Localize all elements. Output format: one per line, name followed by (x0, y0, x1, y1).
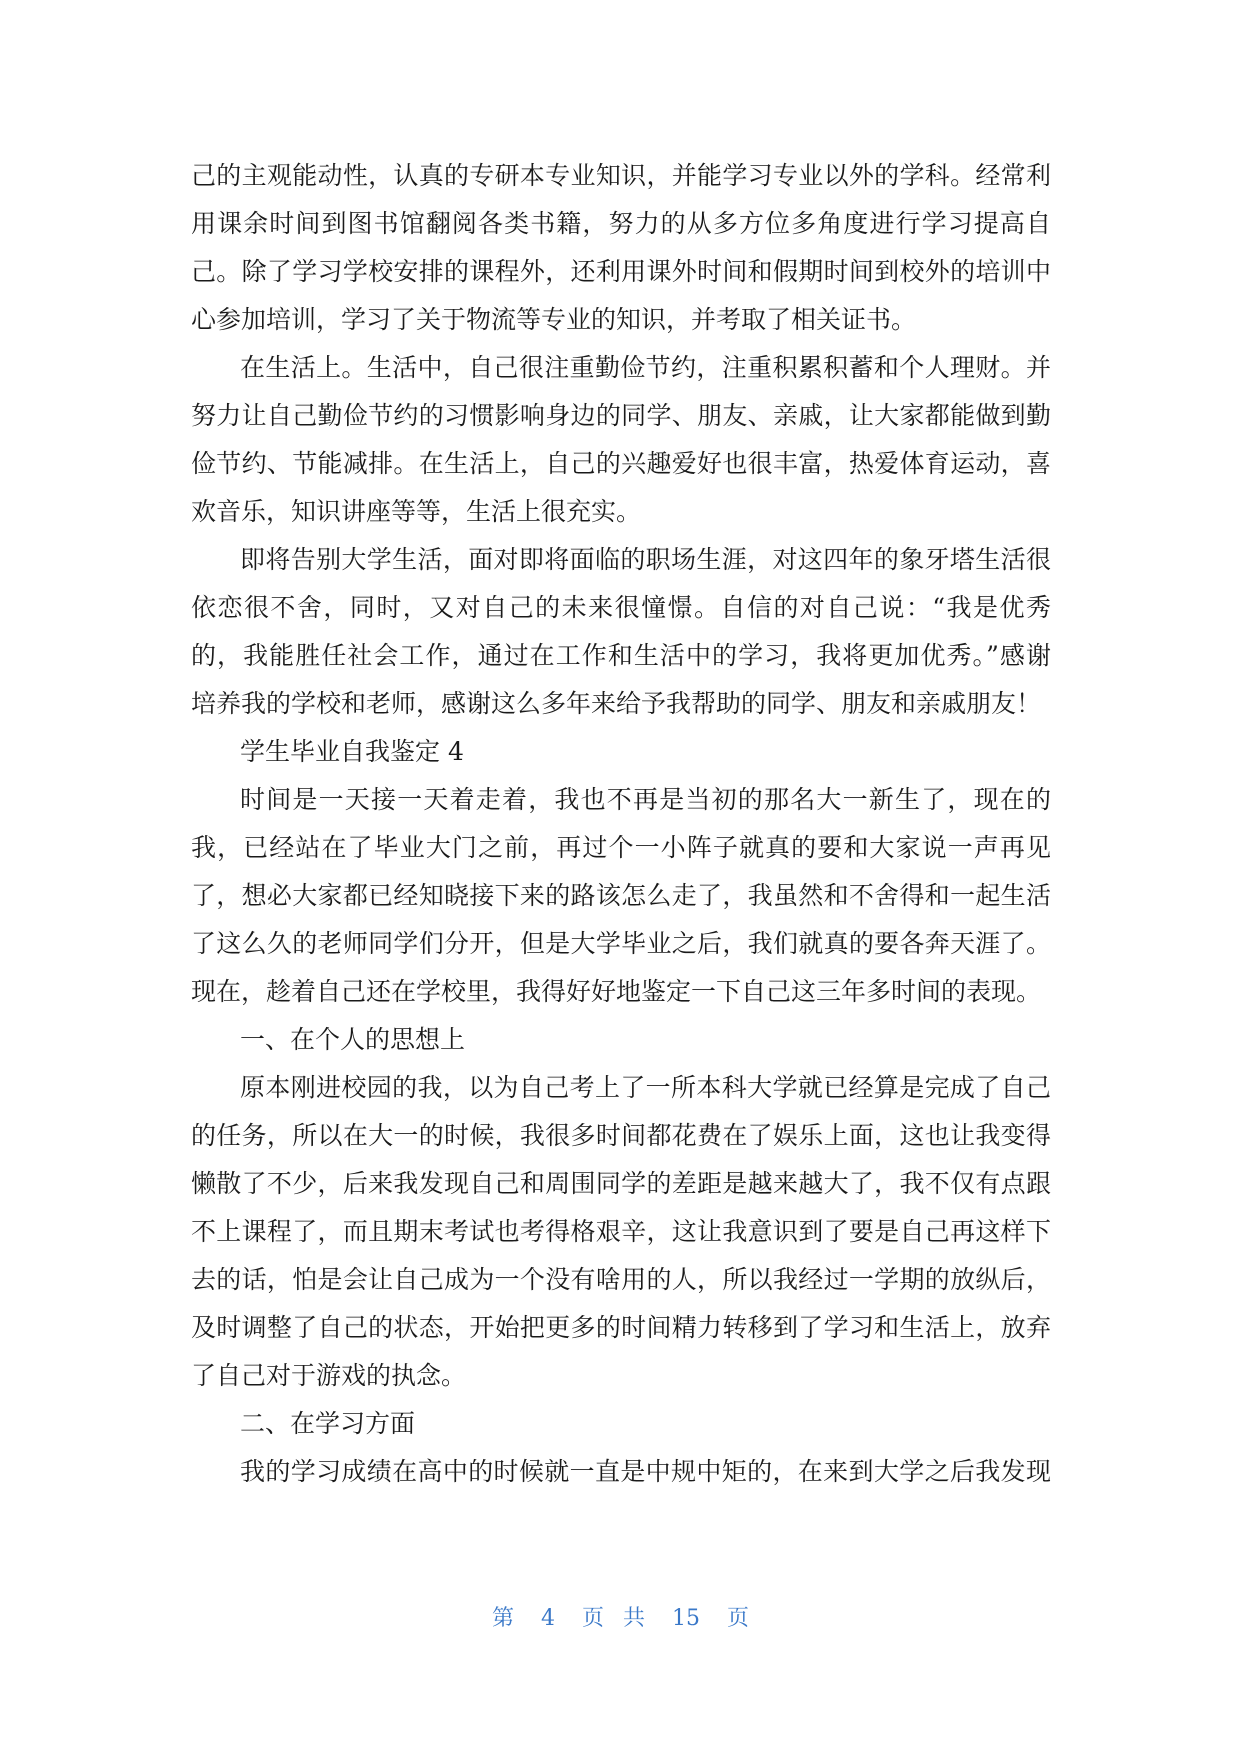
body-line: 我，已经站在了毕业大门之前，再过个一小阵子就真的要和大家说一声再见 (191, 833, 1051, 862)
body-line: 去的话，怕是会让自己成为一个没有啥用的人，所以我经过一学期的放纵后， (191, 1265, 1051, 1294)
body-line: 的任务，所以在大一的时候，我很多时间都花费在了娱乐上面，这也让我变得 (191, 1121, 1051, 1150)
body-line: 了自己对于游戏的执念。 (191, 1361, 467, 1390)
body-line: 俭节约、节能减排。在生活上，自己的兴趣爱好也很丰富，热爱体育运动，喜 (191, 449, 1051, 478)
footer-page-number: 4 (540, 1606, 555, 1631)
paragraph-first-line: 即将告别大学生活，面对即将面临的职场生涯，对这四年的象牙塔生活很 (240, 545, 1051, 574)
paragraph-first-line: 原本刚进校园的我，以为自己考上了一所本科大学就已经算是完成了自己 (240, 1073, 1051, 1102)
body-line: 欢音乐，知识讲座等等，生活上很充实。 (191, 497, 642, 526)
body-line: 己的主观能动性，认真的专研本专业知识，并能学习专业以外的学科。经常利 (191, 161, 1051, 190)
paragraph-first-line: 时间是一天接一天着走着，我也不再是当初的那名大一新生了，现在的 (240, 785, 1051, 814)
body-line: 己。除了学习学校安排的课程外，还利用课外时间和假期时间到校外的培训中 (191, 257, 1051, 286)
footer-gong: 共 (623, 1606, 646, 1631)
body-line: 现在，趁着自己还在学校里，我得好好地鉴定一下自己这三年多时间的表现。 (191, 977, 1042, 1006)
footer-di: 第 (491, 1606, 514, 1631)
body-line: 培养我的学校和老师，感谢这么多年来给予我帮助的同学、朋友和亲戚朋友！ (191, 689, 1042, 718)
page-footer (0, 1604, 1241, 1634)
section-heading: 学生毕业自我鉴定 4 (240, 737, 464, 766)
paragraph-first-line: 在生活上。生活中，自己很注重勤俭节约，注重积累积蓄和个人理财。并 (240, 353, 1051, 382)
body-line: 了，想必大家都已经知晓接下来的路该怎么走了，我虽然和不舍得和一起生活 (191, 881, 1051, 910)
subsection-heading: 一、在个人的思想上 (240, 1025, 466, 1054)
body-line: 了这么久的老师同学们分开，但是大学毕业之后，我们就真的要各奔天涯了。 (191, 929, 1051, 958)
body-line: 用课余时间到图书馆翻阅各类书籍，努力的从多方位多角度进行学习提高自 (191, 209, 1051, 238)
body-line: 努力让自己勤俭节约的习惯影响身边的同学、朋友、亲戚，让大家都能做到勤 (191, 401, 1051, 430)
body-line: 懒散了不少，后来我发现自己和周围同学的差距是越来越大了，我不仅有点跟 (191, 1169, 1051, 1198)
subsection-heading: 二、在学习方面 (240, 1409, 416, 1438)
paragraph-first-line: 我的学习成绩在高中的时候就一直是中规中矩的，在来到大学之后我发现 (240, 1457, 1051, 1486)
body-line: 的，我能胜任社会工作，通过在工作和生活中的学习，我将更加优秀。”感谢 (191, 641, 1051, 670)
footer-ye: 页 (581, 1606, 604, 1631)
footer-total-pages: 15 (672, 1606, 701, 1631)
body-line: 不上课程了，而且期末考试也考得格艰辛，这让我意识到了要是自己再这样下 (191, 1217, 1051, 1246)
footer-ye-end: 页 (727, 1606, 750, 1631)
body-line: 心参加培训，学习了关于物流等专业的知识，并考取了相关证书。 (191, 305, 917, 334)
body-line: 及时调整了自己的状态，开始把更多的时间精力转移到了学习和生活上，放弃 (191, 1313, 1051, 1342)
body-line: 依恋很不舍，同时，又对自己的未来很憧憬。自信的对自己说：“我是优秀 (191, 593, 1051, 622)
